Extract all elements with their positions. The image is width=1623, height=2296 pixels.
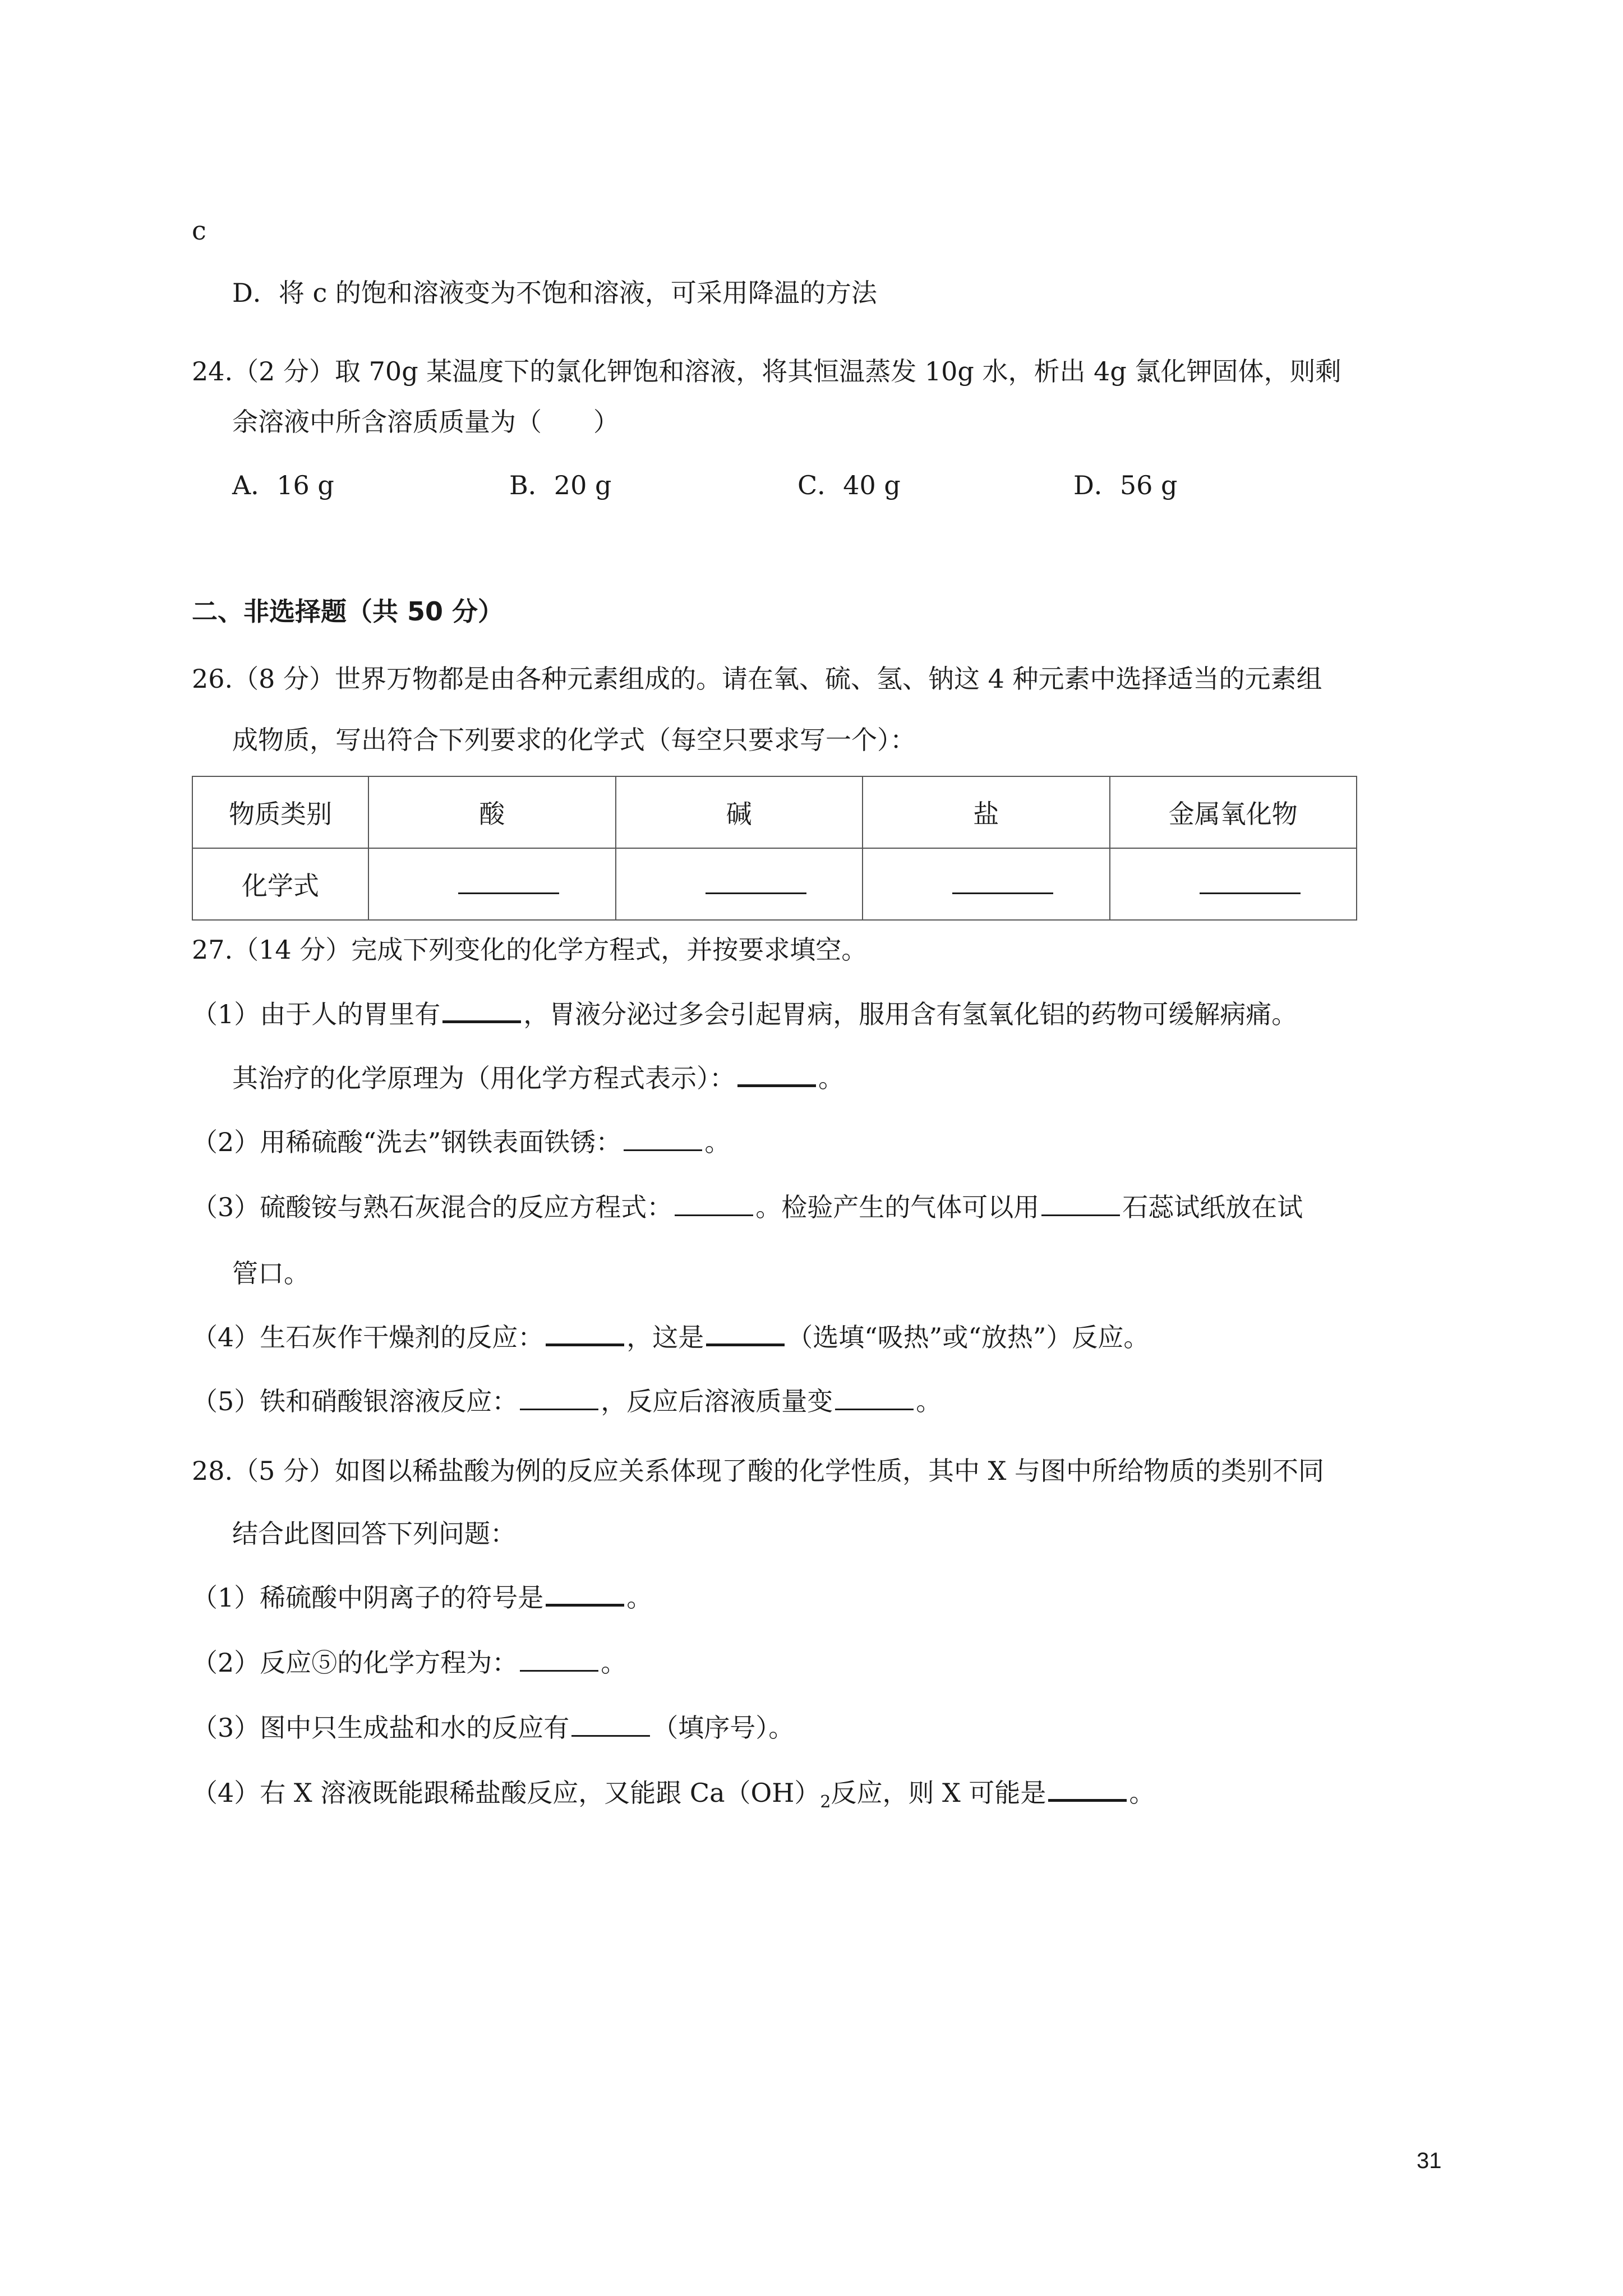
option-d: D．56 g xyxy=(1073,470,1178,500)
table-row xyxy=(192,776,1357,848)
question-28-2: （2）反应⑤的化学方程为： 。 xyxy=(192,1648,627,1678)
question-27-3-line1: （3）硫酸铵与熟石灰混合的反应方程式： 。检验产生的气体可以用 石蕊试纸放在试 xyxy=(192,1192,1303,1222)
answer-blank-cell[interactable] xyxy=(368,848,616,920)
table-header-cell: 酸 xyxy=(368,776,616,848)
table-header-cell: 金属氧化物 xyxy=(1110,776,1357,848)
answer-blank-cell[interactable] xyxy=(1110,848,1357,920)
question-26-line2: 成物质，写出符合下列要求的化学式（每空只要求写一个）： xyxy=(232,725,916,755)
answer-blank[interactable] xyxy=(546,1320,624,1346)
question-28-line2: 结合此图回答下列问题： xyxy=(232,1519,516,1549)
question-24-line1: 24.（2 分）取 70g 某温度下的氯化钾饱和溶液，将其恒温蒸发 10g 水，析出 4g 氯化钾固体，则剩 xyxy=(192,356,1341,386)
question-27-2: （2）用稀硫酸“洗去”钢铁表面铁锈： 。 xyxy=(192,1127,731,1157)
text-line: c xyxy=(192,215,206,246)
answer-blank-cell[interactable] xyxy=(616,848,863,920)
answer-blank[interactable] xyxy=(624,1126,702,1151)
answer-blank[interactable] xyxy=(520,1646,598,1672)
answer-blank[interactable] xyxy=(675,1191,753,1216)
option-c: C．40 g xyxy=(797,470,901,500)
question-27: 27.（14 分）完成下列变化的化学方程式，并按要求填空。 xyxy=(192,935,868,965)
answer-blank[interactable] xyxy=(546,1580,624,1607)
answer-blank[interactable] xyxy=(1048,1775,1127,1802)
section-heading: 二、非选择题（共 50 分） xyxy=(192,596,504,627)
question-27-1-line2: 其治疗的化学原理为（用化学方程式表示）： 。 xyxy=(232,1060,844,1096)
option-b: B．20 g xyxy=(509,470,612,500)
answer-blank[interactable] xyxy=(1041,1191,1120,1216)
table-header-cell: 盐 xyxy=(863,776,1110,848)
question-28-line1: 28.（5 分）如图以稀盐酸为例的反应关系体现了酸的化学性质，其中 X 与图中所给物质的类别不同 xyxy=(192,1456,1325,1486)
question-28-4: （4）右 X 溶液既能跟稀盐酸反应，又能跟 $Ca(OH)_2$反应，则 X 可能是 。 xyxy=(192,1775,1155,1820)
table-row-label: 化学式 xyxy=(192,848,368,920)
answer-blank[interactable] xyxy=(520,1385,598,1410)
question-28-1: （1）稀硫酸中阴离子的符号是 。 xyxy=(192,1580,652,1616)
question-26-line1: 26.（8 分）世界万物都是由各种元素组成的。请在氧、硫、氢、钠这 4 种元素中选择适当的元素组 xyxy=(192,664,1322,694)
option-a: A．16 g xyxy=(232,470,334,500)
answer-blank[interactable] xyxy=(835,1385,914,1410)
answer-blank[interactable] xyxy=(571,1711,650,1737)
question-27-1-line1: （1）由于人的胃里有 ，胃液分泌过多会引起胃病，服用含有氢氧化铝的药物可缓解病痛。 xyxy=(192,996,1297,1032)
answer-blank[interactable] xyxy=(442,997,521,1023)
page-number: 31 xyxy=(1417,2148,1442,2173)
question-27-3-line2: 管口。 xyxy=(232,1258,310,1289)
answer-blank[interactable] xyxy=(706,1320,785,1346)
question-27-5: （5）铁和硝酸银溶液反应： ，反应后溶液质量变 。 xyxy=(192,1386,942,1416)
chemical-formula-table xyxy=(192,776,1357,921)
question-28-3: （3）图中只生成盐和水的反应有 （填序号）。 xyxy=(192,1713,795,1743)
table-row xyxy=(192,848,1357,920)
question-27-4: （4）生石灰作干燥剂的反应： ，这是 （选填“吸热”或“放热”）反应。 xyxy=(192,1319,1149,1355)
question-24-line2: 余溶液中所含溶质质量为（ ） xyxy=(232,407,619,437)
option-d-line: D．将 c 的饱和溶液变为不饱和溶液，可采用降温的方法 xyxy=(232,278,877,308)
table-header-cell: 物质类别 xyxy=(192,776,368,848)
answer-blank-cell[interactable] xyxy=(863,848,1110,920)
answer-blank[interactable] xyxy=(737,1061,816,1087)
table-header-cell: 碱 xyxy=(616,776,863,848)
